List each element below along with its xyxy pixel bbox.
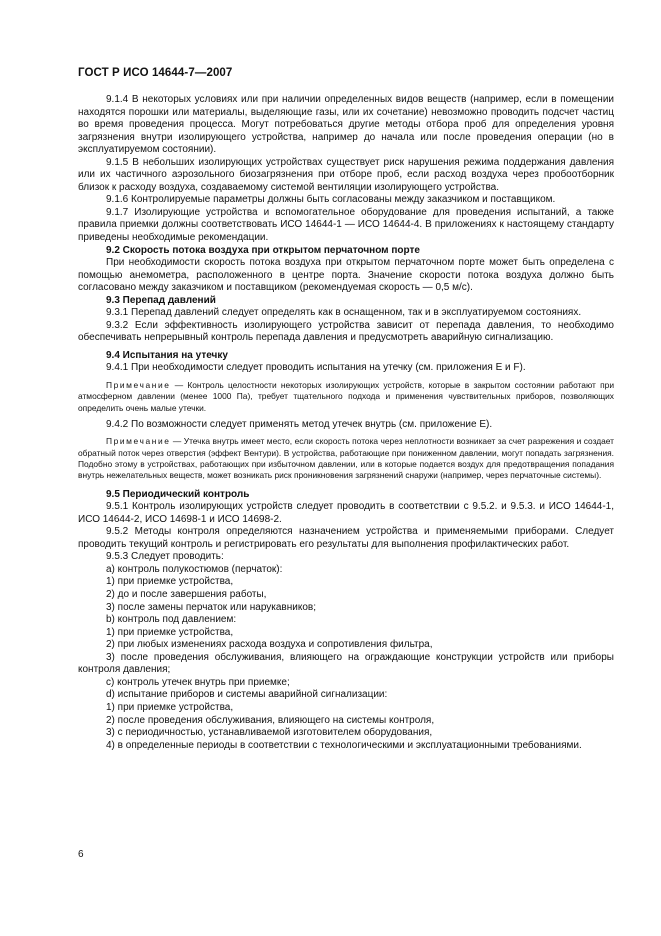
body-paragraph: 2) до и после завершения работы, bbox=[106, 589, 267, 601]
section-heading: 9.5 Периодический контроль bbox=[106, 488, 250, 500]
body-paragraph: 9.4.2 По возможности следует применять метод утечек внутрь (см. приложение Е). bbox=[106, 418, 493, 430]
body-paragraph: 9.1.5 В небольших изолирующих устройствах существует риск нарушения режима поддержания давления или их частичного аэрозольного биозагрязнения при отборе проб, если расход воздуха через пробоотборник близок к расходу воздуха, создаваемому системой вентиляции изолирующего устройства. bbox=[78, 156, 614, 193]
body-paragraph: 9.3.1 Перепад давлений следует определять как в оснащенном, так и в эксплуатируемом состояниях. bbox=[106, 307, 582, 319]
spacer bbox=[78, 482, 614, 489]
body-paragraph: 9.5.1 Контроль изолирующих устройств следует проводить в соответствии с 9.5.2. и 9.5.3. и ИСО 14644-1, ИСО 14644-2, ИСО 14698-1 и ИСО 14698-2. bbox=[78, 501, 614, 525]
note-paragraph bbox=[78, 436, 614, 481]
body-paragraph: 1) при приемке устройства, bbox=[106, 576, 234, 588]
body-paragraph: а) контроль полукостюмов (перчаток): bbox=[106, 563, 283, 575]
section-heading: 9.4 Испытания на утечку bbox=[106, 349, 228, 361]
note-label: Примечание bbox=[106, 436, 171, 447]
body-paragraph: 9.1.6 Контролируемые параметры должны быть согласованы между заказчиком и поставщиком. bbox=[106, 194, 556, 206]
note-label: Примечание bbox=[106, 380, 171, 391]
page-number: 6 bbox=[78, 849, 84, 860]
body-paragraph: b) контроль под давлением: bbox=[106, 614, 237, 626]
document-header: ГОСТ Р ИСО 14644-7—2007 bbox=[78, 67, 233, 79]
body-paragraph: 1) при приемке устройства, bbox=[106, 626, 234, 638]
note-text: — Контроль целостности некоторых изолирующих устройств, которые в закрытом состоянии работают при атмосферном давлении (менее 1000 Па), требует тщательного подхода и применения чувствительных приборов, позволяющих определить очень малые утечки. bbox=[78, 380, 614, 413]
body-paragraph: 4) в определенные периоды в соответствии с технологическими и эксплуатационными требованиями. bbox=[106, 739, 582, 751]
body-paragraph: d) испытание приборов и системы аварийной сигнализации: bbox=[106, 689, 388, 701]
note-text: — Утечка внутрь имеет место, если скорость потока через неплотности возникает за счет разрежения и создает обратный поток через отверстия (эффект Вентури). В устройства, работающие при пониженном давлении, могут попадать загрязнения. Подобно этому в устройствах, работающих при избыточном давлении, или в которые подается воздух для предотвращения попадания внутрь нежелательных веществ, может возникать риск проникновения загрязнений снаружи (например, через перчаточные системы). bbox=[78, 436, 614, 481]
body-paragraph: 3) после замены перчаток или нарукавников; bbox=[106, 601, 316, 613]
body-paragraph: 9.5.2 Методы контроля определяются назначением устройства и применяемыми приборами. Следует проводить текущий контроль и регистрировать его результаты для выполнения профилактических работ. bbox=[78, 526, 614, 550]
note-paragraph bbox=[78, 380, 614, 414]
body-paragraph: c) контроль утечек внутрь при приемке; bbox=[106, 676, 290, 688]
body-paragraph: 9.5.3 Следует проводить: bbox=[106, 551, 224, 563]
body-paragraph: 9.1.4 В некоторых условиях или при наличии определенных видов веществ (например, если в помещении находятся порошки или материалы, выделяющие газы, или их сочетание) невозможно проводить подсчет частиц во время проведения процесса. Могут потребоваться другие методы отбора проб для определения уровня загрязнения внутри изолирующего устройства, например до начала или после проведения операции (но в эксплуатируемом состоянии). bbox=[78, 94, 614, 156]
body-paragraph: 2) после проведения обслуживания, влияющего на системы контроля, bbox=[106, 714, 435, 726]
body-paragraph: 3) с периодичностью, устанавливаемой изготовителем оборудования, bbox=[106, 727, 433, 739]
section-heading: 9.2 Скорость потока воздуха при открытом перчаточном порте bbox=[106, 244, 420, 256]
section-heading: 9.3 Перепад давлений bbox=[106, 294, 216, 306]
body-paragraph: 3) после проведения обслуживания, влияющего на ограждающие конструкции устройств или приборы контроля давления; bbox=[78, 651, 614, 676]
body-paragraph: 2) при любых изменениях расхода воздуха и сопротивления фильтра, bbox=[106, 639, 433, 651]
body-paragraph: 9.4.1 При необходимости следует проводить испытания на утечку (см. приложения Е и F). bbox=[106, 362, 526, 374]
body-paragraph: При необходимости скорость потока воздуха при открытом перчаточном порте может быть определена с помощью анемометра, расположенного в центре порта. Значение скорости потока воздуха должно быть согласовано между заказчиком и поставщиком (рекомендуемая скорость — 0,5 м/с). bbox=[78, 257, 614, 294]
document-body bbox=[78, 94, 614, 752]
body-paragraph: 1) при приемке устройства, bbox=[106, 701, 234, 713]
body-paragraph: 9.3.2 Если эффективность изолирующего устройства зависит от перепада давления, то необходимо обеспечивать непрерывный контроль перепада давления и предусмотреть аварийную сигнализацию. bbox=[78, 319, 614, 344]
body-paragraph: 9.1.7 Изолирующие устройства и вспомогательное оборудование для проведения испытаний, а также правила приемки должны соответствовать ИСО 14644-1 — ИСО 14644-4. В приложениях к настоящему стандарту приведены необходимые рекомендации. bbox=[78, 206, 614, 244]
